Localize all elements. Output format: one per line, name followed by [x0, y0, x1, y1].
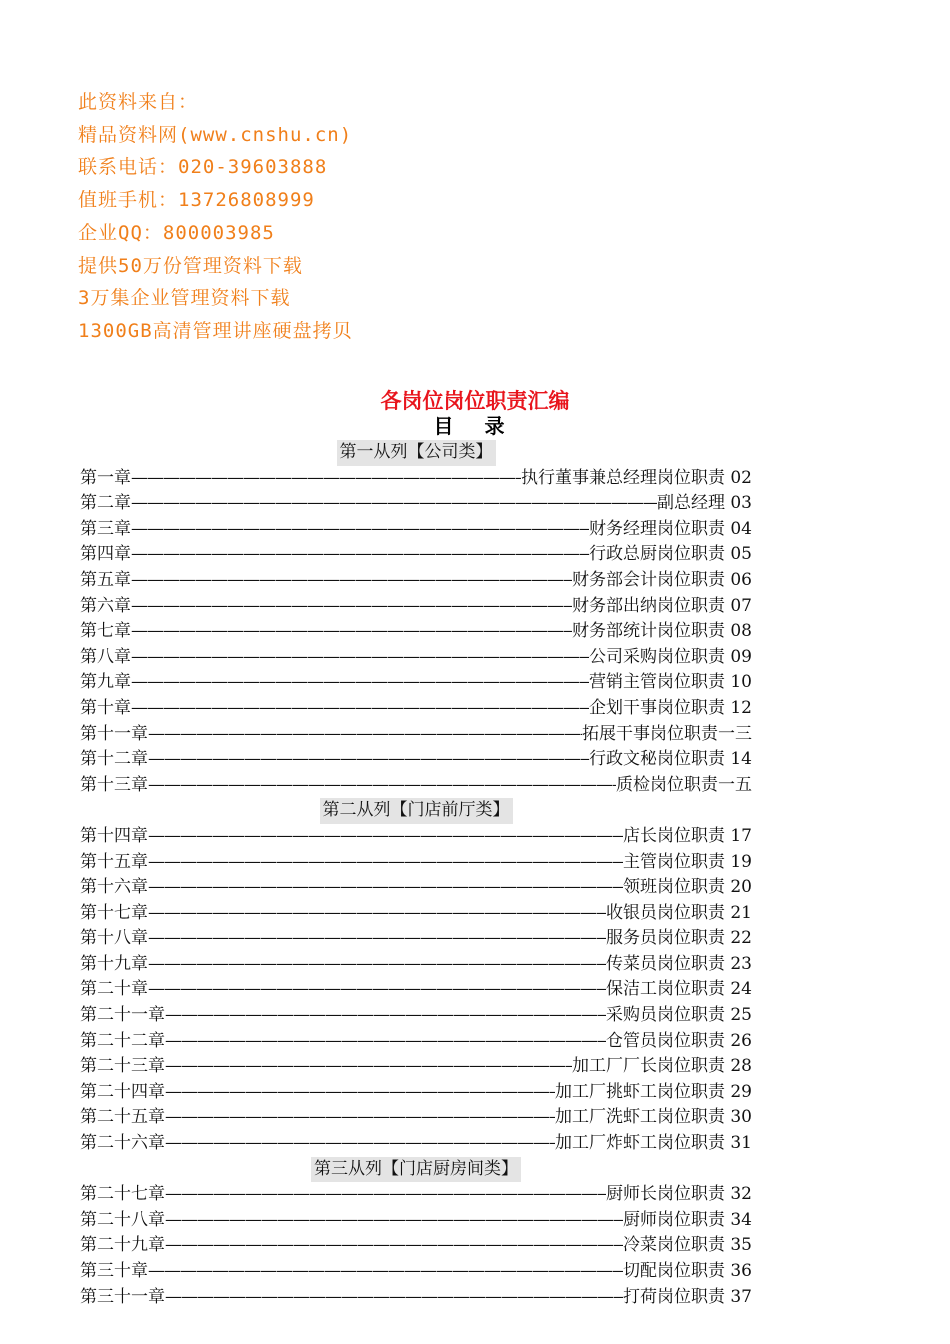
chapter-number: 第三十一章	[80, 1286, 165, 1307]
dash-leader	[131, 466, 521, 492]
toc-entry[interactable]	[80, 466, 752, 492]
chapter-title: 企划干事岗位职责 12	[588, 697, 752, 718]
dash-leader	[131, 696, 589, 722]
dash-leader	[148, 901, 606, 927]
section-label: 第三从列【门店厨房间类】	[311, 1157, 521, 1183]
dash-leader	[165, 1131, 555, 1157]
dash-leader	[131, 670, 589, 696]
toc-entry[interactable]	[80, 594, 752, 620]
mobile-line: 值班手机：13726808999	[78, 189, 315, 212]
chapter-number: 第五章	[80, 569, 131, 590]
toc-entry[interactable]	[80, 1105, 752, 1131]
chapter-number: 第十一章	[80, 723, 148, 744]
chapter-number: 第十三章	[80, 774, 148, 795]
toc-entry[interactable]	[80, 773, 752, 799]
dash-leader	[148, 722, 582, 748]
chapter-title: 领班岗位职责 20	[622, 877, 752, 898]
toc-entry[interactable]	[80, 824, 752, 850]
toc-entry[interactable]	[80, 1182, 752, 1208]
dash-leader	[131, 517, 589, 543]
toc-entry[interactable]	[80, 645, 752, 671]
chapter-title: 财务部出纳岗位职责 07	[571, 595, 752, 616]
dash-leader	[131, 568, 572, 594]
chapter-number: 第二十三章	[80, 1056, 165, 1077]
chapter-title: 营销主管岗位职责 10	[588, 672, 752, 693]
table-of-contents	[80, 440, 752, 1310]
toc-heading: 目 录	[433, 414, 517, 438]
chapter-number: 第十六章	[80, 877, 148, 898]
toc-entry[interactable]	[80, 1029, 752, 1055]
chapter-title: 厨师长岗位职责 32	[605, 1184, 752, 1205]
dash-leader	[148, 824, 623, 850]
chapter-title: 打荷岗位职责 37	[622, 1286, 752, 1307]
chapter-number: 第十七章	[80, 902, 148, 923]
chapter-title: 收银员岗位职责 21	[605, 902, 752, 923]
chapter-number: 第十章	[80, 697, 131, 718]
chapter-number: 第二十九章	[80, 1235, 165, 1256]
qq-line: 企业QQ：800003985	[78, 221, 275, 244]
document-title: 各岗位岗位职责汇编	[380, 388, 570, 413]
toc-entry[interactable]	[80, 619, 752, 645]
toc-entry[interactable]	[80, 952, 752, 978]
chapter-title: 传菜员岗位职责 23	[605, 953, 752, 974]
toc-entry[interactable]	[80, 1259, 752, 1285]
chapter-title: 执行董事兼总经理岗位职责 02	[520, 467, 752, 488]
chapter-title: 加工厂炸虾工岗位职责 31	[554, 1133, 752, 1154]
toc-entry[interactable]	[80, 1131, 752, 1157]
promo-line: 3万集企业管理资料下载	[78, 287, 291, 310]
dash-leader	[131, 619, 572, 645]
dash-leader	[131, 491, 657, 517]
chapter-number: 第二十章	[80, 979, 148, 1000]
chapter-title: 财务部会计岗位职责 06	[571, 569, 752, 590]
chapter-title: 采购员岗位职责 25	[605, 1005, 752, 1026]
chapter-number: 第一章	[80, 467, 131, 488]
toc-section-header	[80, 440, 752, 466]
dash-leader	[148, 850, 623, 876]
chapter-number: 第二十一章	[80, 1005, 165, 1026]
dash-leader	[148, 952, 606, 978]
chapter-number: 第二十二章	[80, 1030, 165, 1051]
toc-entry[interactable]	[80, 491, 752, 517]
chapter-number: 第二章	[80, 493, 131, 514]
chapter-title: 主管岗位职责 19	[622, 851, 752, 872]
toc-entry[interactable]	[80, 1080, 752, 1106]
dash-leader	[131, 594, 572, 620]
chapter-number: 第八章	[80, 646, 131, 667]
chapter-number: 第三十章	[80, 1261, 148, 1281]
chapter-number: 第七章	[80, 621, 131, 642]
chapter-title: 仓管员岗位职责 26	[605, 1030, 752, 1051]
chapter-number: 第十二章	[80, 749, 148, 770]
chapter-title: 切配岗位职责 36	[622, 1261, 752, 1281]
chapter-number: 第六章	[80, 595, 131, 616]
chapter-title: 质检岗位职责一五	[616, 774, 752, 795]
toc-entry[interactable]	[80, 1208, 752, 1234]
chapter-title: 副总经理 03	[656, 493, 752, 514]
chapter-title: 加工厂挑虾工岗位职责 29	[554, 1081, 752, 1102]
toc-entry[interactable]	[80, 1054, 752, 1080]
dash-leader	[148, 1259, 623, 1285]
dash-leader	[148, 977, 606, 1003]
chapter-title: 行政文秘岗位职责 14	[588, 749, 752, 770]
chapter-number: 第二十五章	[80, 1107, 165, 1128]
dash-leader	[165, 1080, 555, 1106]
chapter-title: 加工厂厂长岗位职责 28	[571, 1056, 752, 1077]
chapter-title: 财务经理岗位职责 04	[588, 518, 752, 539]
dash-leader	[148, 773, 616, 799]
toc-entry[interactable]	[80, 568, 752, 594]
phone-line: 联系电话：020-39603888	[78, 156, 328, 179]
dash-leader	[148, 875, 623, 901]
chapter-title: 保洁工岗位职责 24	[605, 979, 752, 1000]
chapter-title: 拓展干事岗位职责一三	[582, 723, 752, 744]
toc-entry[interactable]	[80, 1233, 752, 1259]
chapter-title: 加工厂洗虾工岗位职责 30	[554, 1107, 752, 1128]
chapter-number: 第十八章	[80, 928, 148, 949]
toc-entry[interactable]	[80, 901, 752, 927]
chapter-number: 第九章	[80, 672, 131, 693]
toc-entry[interactable]	[80, 926, 752, 952]
chapter-number: 第二十四章	[80, 1081, 165, 1102]
dash-leader	[165, 1003, 606, 1029]
chapter-title: 公司采购岗位职责 09	[588, 646, 752, 667]
chapter-title: 财务部统计岗位职责 08	[571, 621, 752, 642]
toc-entry[interactable]	[80, 977, 752, 1003]
chapter-number: 第二十六章	[80, 1133, 165, 1154]
website-line[interactable]: 精品资料网(www.cnshu.cn)	[78, 123, 353, 146]
source-line: 此资料来自：	[78, 91, 199, 113]
dash-leader	[165, 1029, 606, 1055]
dash-leader	[148, 926, 606, 952]
dash-leader	[165, 1054, 572, 1080]
dash-leader	[131, 645, 589, 671]
chapter-number: 第二十八章	[80, 1209, 165, 1230]
chapter-title: 店长岗位职责 17	[622, 825, 752, 846]
dash-leader	[165, 1182, 606, 1208]
toc-entry[interactable]	[80, 747, 752, 773]
chapter-number: 第十九章	[80, 953, 148, 974]
toc-entry[interactable]	[80, 517, 752, 543]
toc-entry[interactable]	[80, 542, 752, 568]
promo-line: 提供50万份管理资料下载	[78, 254, 303, 277]
chapter-number: 第二十七章	[80, 1184, 165, 1205]
dash-leader	[148, 747, 589, 773]
toc-entry[interactable]	[80, 1285, 752, 1311]
source-info-block	[78, 86, 353, 348]
dash-leader	[165, 1285, 623, 1311]
chapter-title: 服务员岗位职责 22	[605, 928, 752, 949]
toc-section-header	[80, 1157, 752, 1183]
section-label: 第二从列【门店前厅类】	[320, 798, 513, 824]
toc-entry[interactable]	[80, 875, 752, 901]
section-label: 第一从列【公司类】	[337, 440, 496, 466]
chapter-number: 第十四章	[80, 825, 148, 846]
dash-leader	[131, 542, 589, 568]
toc-entry[interactable]	[80, 1003, 752, 1029]
chapter-title: 厨师岗位职责 34	[622, 1209, 752, 1230]
dash-leader	[165, 1208, 623, 1234]
chapter-number: 第三章	[80, 518, 131, 539]
toc-entry[interactable]	[80, 670, 752, 696]
toc-section-header	[80, 798, 752, 824]
chapter-title: 行政总厨岗位职责 05	[588, 544, 752, 565]
chapter-title: 冷菜岗位职责 35	[622, 1235, 752, 1256]
dash-leader	[165, 1233, 623, 1259]
toc-entry[interactable]	[80, 696, 752, 722]
dash-leader	[165, 1105, 555, 1131]
toc-entry[interactable]	[80, 850, 752, 876]
chapter-number: 第十五章	[80, 851, 148, 872]
toc-entry[interactable]	[80, 722, 752, 748]
promo-line: 1300GB高清管理讲座硬盘拷贝	[78, 319, 353, 342]
chapter-number: 第四章	[80, 544, 131, 565]
